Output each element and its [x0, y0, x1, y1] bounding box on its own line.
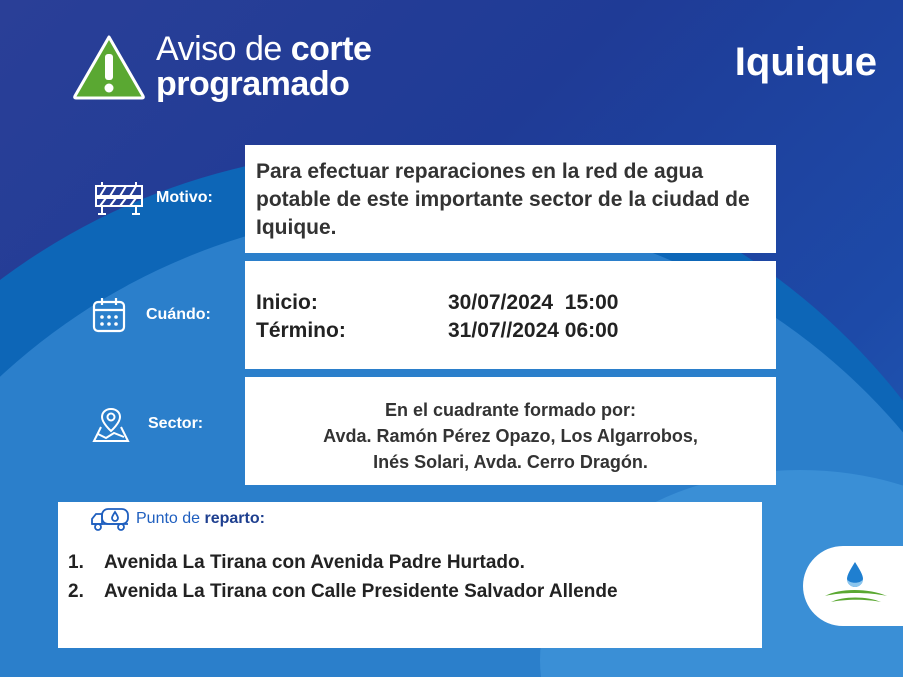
title-part-2: programado: [156, 64, 350, 103]
sector-line-3: Inés Solari, Avda. Cerro Dragón.: [373, 452, 648, 472]
list-item: [68, 577, 618, 606]
list-item-text: Avenida La Tirana con Calle Presidente Salvador Allende: [104, 580, 618, 602]
motivo-box: [245, 145, 776, 253]
termino-label: Término:: [256, 319, 346, 342]
list-item-text: Avenida La Tirana con Avenida Padre Hurtado.: [104, 551, 525, 573]
calendar-icon: [92, 297, 126, 333]
company-logo: [803, 546, 903, 626]
sector-box: [245, 377, 776, 485]
inicio-label: Inicio:: [256, 291, 318, 314]
punto-title-bold: reparto:: [204, 510, 265, 527]
cuando-label-row: [92, 297, 211, 333]
motivo-text: Para efectuar reparaciones en la red de agua potable de este importante sector de la ciudad de Iquique.: [256, 160, 750, 239]
motivo-label: Motivo:: [156, 189, 213, 206]
motivo-label-row: [94, 180, 213, 216]
cuando-label: Cuándo:: [146, 306, 211, 323]
sector-label-row: [92, 405, 203, 443]
inicio-value: 30/07/2024 15:00: [448, 291, 619, 314]
list-item-number: 1.: [68, 551, 84, 573]
punto-box: [58, 502, 762, 648]
sector-label: Sector:: [148, 415, 204, 432]
punto-header: [90, 506, 265, 532]
title-part-1-bold: corte: [290, 30, 372, 68]
water-drop-logo-icon: [803, 546, 903, 626]
warning-triangle-icon: [72, 34, 146, 100]
water-truck-icon: [90, 506, 130, 532]
notice-title: [72, 32, 371, 101]
cuando-box: [245, 261, 776, 369]
map-pin-icon: [92, 405, 130, 443]
punto-title-prefix: Punto de: [136, 510, 205, 527]
list-item: [68, 548, 618, 577]
sector-line-2: Avda. Ramón Pérez Opazo, Los Algarrobos,: [323, 426, 698, 446]
barrier-icon: [94, 180, 144, 216]
sector-line-1: En el cuadrante formado por:: [384, 400, 637, 420]
list-item-number: 2.: [68, 580, 84, 602]
termino-value: 31/07//2024 06:00: [448, 319, 619, 342]
city-name: Iquique: [734, 40, 877, 84]
title-part-1: Aviso de: [156, 30, 291, 68]
